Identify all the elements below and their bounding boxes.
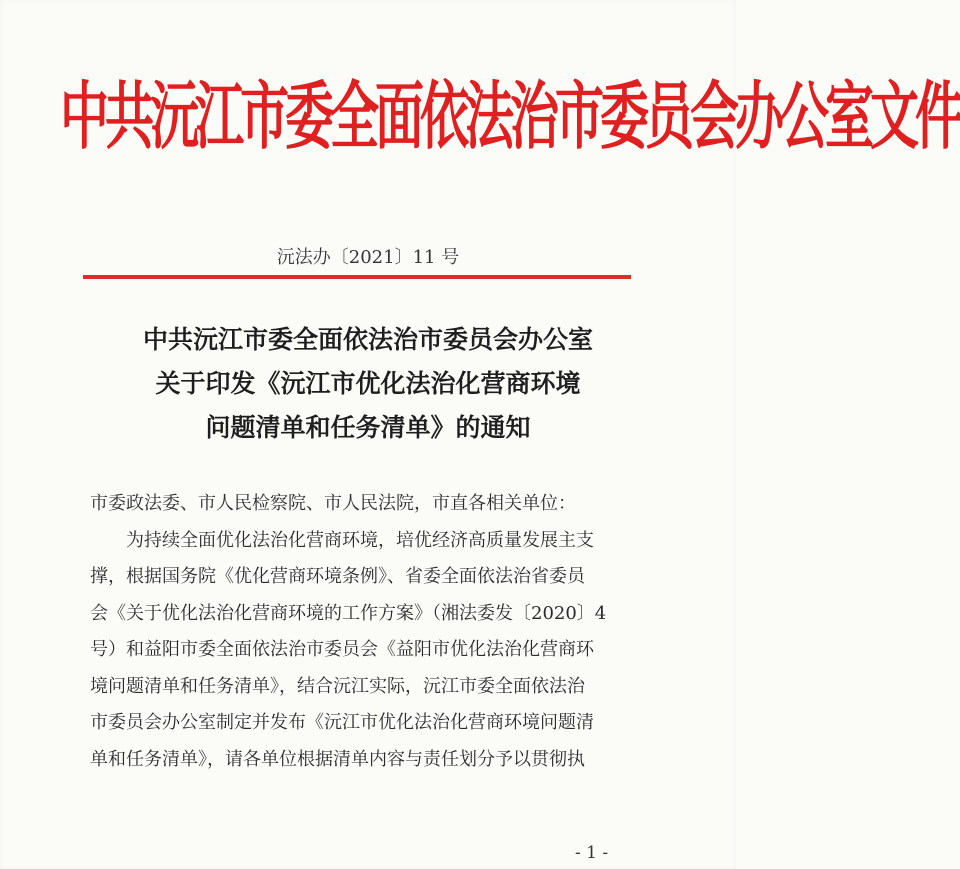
notice-title-line-3: 问题清单和任务清单》的通知 (205, 413, 531, 442)
notice-title-line-2: 关于印发《沅江市优化法治化营商环境 (155, 369, 581, 398)
page-number: - 1 - (575, 843, 609, 863)
notice-title (0, 318, 736, 450)
body-line-4: 号）和益阳市委全面依法治市委员会《益阳市优化法治化营商环 (90, 639, 594, 660)
addressee-line: 市委政法委、市人民检察院、市人民法院，市直各相关单位： (90, 493, 576, 514)
body-line-1: 为持续全面优化法治化营商环境，培优经济高质量发展主支 (126, 529, 594, 551)
body-line-7: 单和任务清单》，请各单位根据清单内容与责任划分予以贯彻执 (90, 748, 585, 770)
notice-body (90, 486, 650, 778)
body-line-6: 市委员会办公室制定并发布《沅江市优化法治化营商环境问题清 (90, 712, 594, 733)
issuer-header-title: 中共沅江市委全面依法治市委员会办公室文件 (60, 72, 960, 160)
red-divider-rule (83, 275, 631, 279)
document-number: 沅法办〔2021〕11 号 (276, 247, 460, 268)
body-line-2: 撑，根据国务院《优化营商环境条例》、省委全面依法治省委员 (90, 566, 585, 587)
body-line-3: 会《关于优化法治化营商环境的工作方案》（湘法委发〔2020〕4 (90, 602, 607, 624)
body-line-5: 境问题清单和任务清单》，结合沅江实际，沅江市委全面依法治 (90, 675, 585, 697)
notice-title-line-1: 中共沅江市委全面依法治市委员会办公室 (142, 325, 593, 354)
